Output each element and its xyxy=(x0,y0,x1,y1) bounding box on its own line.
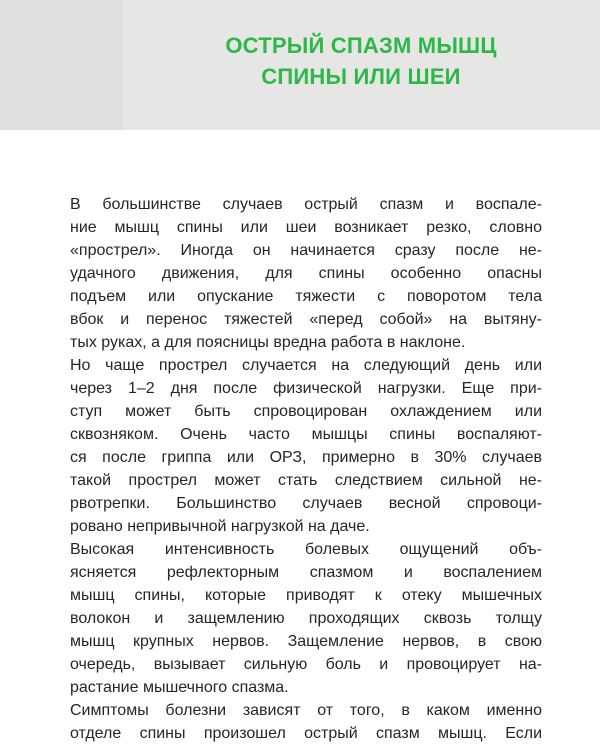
text-line: растание мышечного спазма. xyxy=(70,679,289,696)
text-line: очередь, вызывает сильную боль и провоцирует на- xyxy=(70,656,542,673)
text-line: подъем или опускание тяжести с поворотом тела xyxy=(70,288,542,305)
text-line: отделе спины произошел острый спазм мышц. Если xyxy=(70,725,542,742)
paragraph-3 xyxy=(70,538,542,699)
text-line: через 1–2 дня после физической нагрузки. Еще при- xyxy=(70,380,542,397)
text-line: Высокая интенсивность болевых ощущений объ- xyxy=(70,541,542,558)
text-line: В большинстве случаев острый спазм и воспале- xyxy=(70,196,542,213)
text-line: ние мышц спины или шеи возникает резко, словно xyxy=(70,219,542,236)
text-line: удачного движения, для спины особенно опасны xyxy=(70,265,542,282)
text-line: ровано непривычной нагрузкой на даче. xyxy=(70,518,370,535)
text-line: тых руках, а для поясницы вредна работа в наклоне. xyxy=(70,334,466,351)
body-text xyxy=(70,193,542,745)
paragraph-4 xyxy=(70,699,542,745)
text-line: Но чаще прострел случается на следующий день или xyxy=(70,357,542,374)
page-title-line-1: ОСТРЫЙ СПАЗМ МЫШЦ xyxy=(225,33,497,58)
text-line: ся после гриппа или ОРЗ, примерно в 30% случаев xyxy=(70,449,542,466)
text-line: ступ может быть спровоцирован охлаждением или xyxy=(70,403,542,420)
text-line: волокон и защемлению проходящих сквозь толщу xyxy=(70,610,542,627)
text-line: мышц крупных нервов. Защемление нервов, в свою xyxy=(70,633,542,650)
paragraph-2 xyxy=(70,354,542,538)
page-title-line-2: СПИНЫ ИЛИ ШЕИ xyxy=(261,64,461,89)
text-line: «прострел». Иногда он начинается сразу после не- xyxy=(70,242,542,259)
text-line: сквозняком. Очень часто мышцы спины воспаляют- xyxy=(70,426,542,443)
text-line: Симптомы болезни зависят от того, в каком именно xyxy=(70,702,542,719)
text-line: мышц спины, которые приводят к отеку мышечных xyxy=(70,587,542,604)
text-line: такой прострел может стать следствием сильной не- xyxy=(70,472,542,489)
text-line: вбок и перенос тяжестей «перед собой» на вытяну- xyxy=(70,311,542,328)
paragraph-1 xyxy=(70,193,542,354)
page-title xyxy=(122,30,600,92)
text-line: рвотрепки. Большинство случаев весной спровоци- xyxy=(70,495,542,512)
text-line: ясняется рефлекторным спазмом и воспалением xyxy=(70,564,542,581)
